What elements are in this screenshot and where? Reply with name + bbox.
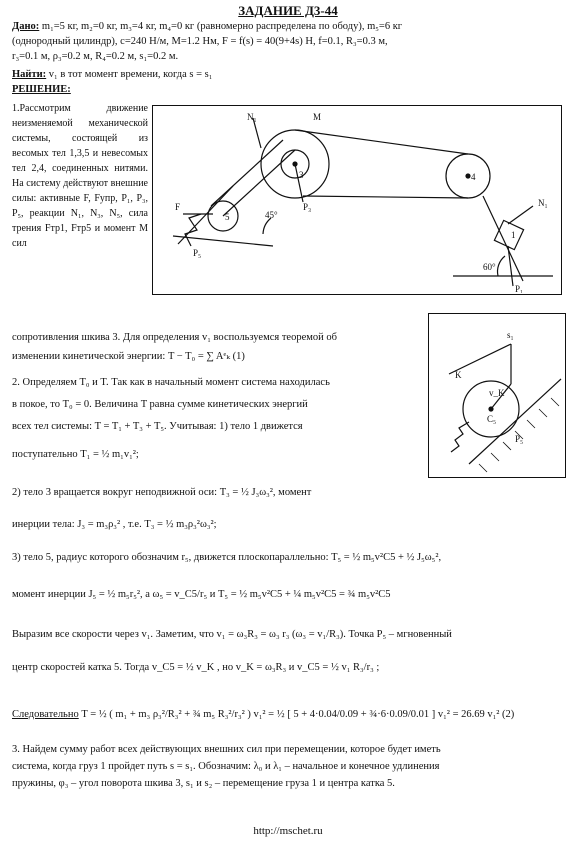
solution-label: РЕШЕНИЕ:	[12, 84, 71, 95]
given-line-3: r₃=0.1 м, ρ₃=0.2 м, R₄=0.2 м, s₁=0.2 м.	[12, 51, 179, 62]
label-N1: N₁	[247, 112, 257, 122]
paragraph-2: изменении кинетической энергии: T − T₀ = ∑ Aᵉₖ (1)	[12, 351, 245, 362]
label-4: 4	[471, 172, 476, 182]
roller-drawing	[429, 314, 564, 476]
label-angle-45: 45°	[265, 210, 278, 220]
therefore-label: Следовательно	[12, 709, 79, 720]
paragraph-16: пружины, φ₃ – угол поворота шкива 3, s₁ и s₂ – перемещение груза 1 и центра катка 5.	[12, 778, 395, 789]
label-P1: P₁	[515, 284, 524, 293]
paragraph-9: 3) тело 5, радиус которого обозначим r₅, движется плоскопараллельно: T₅ = ½ m₅v²C5 + ½ J₅ω₅²,	[12, 552, 442, 563]
label-F: F	[175, 202, 181, 212]
given-line-1	[12, 22, 402, 33]
given-label: Дано:	[12, 21, 40, 32]
paragraph-5: всех тел системы: T = T₁ + T₃ + T₅. Учитывая: 1) тело 1 движется	[12, 421, 303, 432]
label-P3: P₃	[303, 202, 312, 212]
paragraph-11: Выразим все скорости через v₁. Заметим, что v₁ = ω₃R₃ = ω₃ r₃ (ω₃ = v₁/R₃). Точка P₅ – мгновенный	[12, 629, 452, 640]
label-P5: P₅	[193, 248, 202, 258]
page-title: ЗАДАНИЕ Д3-44	[238, 3, 338, 18]
mechanism-figure	[152, 105, 562, 295]
paragraph-6: поступательно T₁ = ½ m₁v₁²;	[12, 449, 139, 460]
label-C5: C₅	[487, 414, 497, 424]
label-P5-fig2: P₅	[515, 434, 524, 444]
label-1: 1	[511, 230, 516, 240]
label-M: M	[313, 112, 322, 122]
label-s1: s₁	[507, 330, 514, 340]
paragraph-3: 2. Определяем T₀ и T. Так как в начальный момент система находилась	[12, 377, 330, 388]
label-K: K	[455, 370, 462, 380]
find-label: Найти:	[12, 69, 47, 80]
label-angle-60: 60°	[483, 262, 496, 272]
paragraph-7: 2) тело 3 вращается вокруг неподвижной оси: T₃ = ½ J₃ω₃², момент	[12, 487, 312, 498]
paragraph-14: 3. Найдем сумму работ всех действующих внешних сил при перемещении, которое будет иметь	[12, 744, 441, 755]
label-3: 3	[299, 170, 304, 180]
paragraph-13	[12, 710, 514, 721]
find-line	[12, 70, 212, 81]
paragraph-1: сопротивления шкива 3. Для определения v₁ воспользуемся теоремой об	[12, 332, 337, 343]
mechanism-drawing	[153, 106, 560, 293]
paragraph-15: система, когда груз 1 пройдет путь s = s₁. Обозначим: λ₀ и λ₁ – начальное и конечное удлинения	[12, 761, 440, 772]
label-vK: v_K	[489, 388, 505, 398]
paragraph-10: момент инерции J₅ = ½ m₅r₅², а ω₅ = v_C5/r₅ и T₅ = ½ m₅v²C5 + ¼ m₅v²C5 = ¾ m₅v²C5	[12, 589, 391, 600]
find-text: v₁ в тот момент времени, когда s = s₁	[48, 69, 213, 80]
label-N5: N₁	[538, 198, 548, 208]
paragraph-8: инерции тела: J₃ = m₃ρ₃² , т.е. T₃ = ½ m₃ρ₃²ω₃²;	[12, 519, 217, 530]
roller-detail-figure	[428, 313, 566, 478]
label-5: 5	[225, 212, 230, 222]
given-line-2: (однородный цилиндр), c=240 Н/м, M=1.2 Нм, F = f(s) = 40(9+4s) Н, f=0.1, R₃=0.3 м,	[12, 36, 388, 47]
kinetic-energy-formula: T = ½ ( m₁ + m₃ ρ₃²/R₃² + ¾ m₅ R₃²/r₃² ) v₁² = ½ [ 5 + 4·0.04/0.09 + ¾·6·0.09/0.01 ] v₁² = 26.69 v₁² (2)	[81, 709, 515, 720]
left-column-text: 1.Рассмотрим движение неизменяемой механической системы, состоящей из весомых тел 1,3,5 и невесомых тел 2,4, соединенных нитями. На систему действуют внешние силы: активные F, Fупр, P₁, P₃, P₅, реакции N₁, N₃, N₅, сила трения Fтр1, Fтр5 и момент M сил	[12, 103, 148, 249]
paragraph-12: центр скоростей катка 5. Тогда v_C5 = ½ v_K , но v_K = ω₃R₃ и v_C5 = ½ v₁ R₃/r₃ ;	[12, 662, 380, 673]
paragraph-4: в покое, то T₀ = 0. Величина T равна сумме кинетических энергий	[12, 399, 308, 410]
footer-url[interactable]: http://mschet.ru	[253, 825, 323, 837]
given-text-1: m₁=5 кг, m₂=0 кг, m₃=4 кг, m₄=0 кг (равномерно распределена по ободу), m₅=6 кг	[41, 21, 403, 32]
